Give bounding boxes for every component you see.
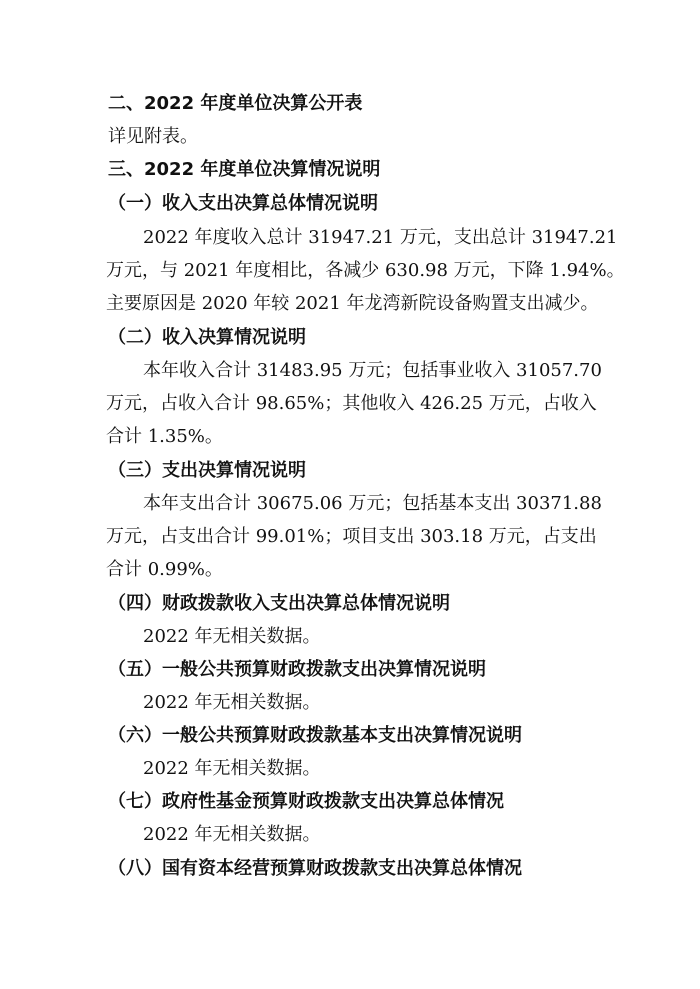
part-1-paragraph-line-3: 主要原因是 2020 年较 2021 年龙湾新院设备购置支出减少。: [106, 293, 599, 314]
section-3-heading: 三、2022 年度单位决算情况说明: [108, 159, 381, 180]
part-2-paragraph-line-2: 万元，占收入合计 98.65%；其他收入 426.25 万元，占收入: [106, 393, 597, 414]
part-1-heading: （一）收入支出决算总体情况说明: [108, 193, 378, 214]
part-2-paragraph-line-3: 合计 1.35%。: [106, 426, 223, 447]
part-3-paragraph-line-2: 万元，占支出合计 99.01%；项目支出 303.18 万元，占支出: [106, 526, 597, 547]
part-2-paragraph-line-1: 本年收入合计 31483.95 万元；包括事业收入 31057.70: [143, 360, 602, 381]
part-5-text: 2022 年无相关数据。: [143, 692, 321, 713]
section-2-text: 详见附表。: [108, 126, 198, 147]
part-4-text: 2022 年无相关数据。: [143, 626, 321, 647]
part-6-text: 2022 年无相关数据。: [143, 758, 321, 779]
part-5-heading: （五）一般公共预算财政拨款支出决算情况说明: [108, 659, 486, 680]
part-7-heading: （七）政府性基金预算财政拨款支出决算总体情况: [108, 791, 504, 812]
part-1-paragraph-line-1: 2022 年度收入总计 31947.21 万元，支出总计 31947.21: [143, 227, 618, 248]
part-4-heading: （四）财政拨款收入支出决算总体情况说明: [108, 593, 450, 614]
part-3-heading: （三）支出决算情况说明: [108, 460, 306, 481]
part-3-paragraph-line-3: 合计 0.99%。: [106, 559, 223, 580]
part-3-paragraph-line-1: 本年支出合计 30675.06 万元；包括基本支出 30371.88: [143, 493, 602, 514]
part-7-text: 2022 年无相关数据。: [143, 824, 321, 845]
section-2-heading: 二、2022 年度单位决算公开表: [108, 93, 363, 114]
part-1-paragraph-line-2: 万元，与 2021 年度相比，各减少 630.98 万元，下降 1.94%。: [106, 260, 625, 281]
part-6-heading: （六）一般公共预算财政拨款基本支出决算情况说明: [108, 725, 522, 746]
part-8-heading: （八）国有资本经营预算财政拨款支出决算总体情况: [108, 858, 522, 879]
part-2-heading: （二）收入决算情况说明: [108, 327, 306, 348]
